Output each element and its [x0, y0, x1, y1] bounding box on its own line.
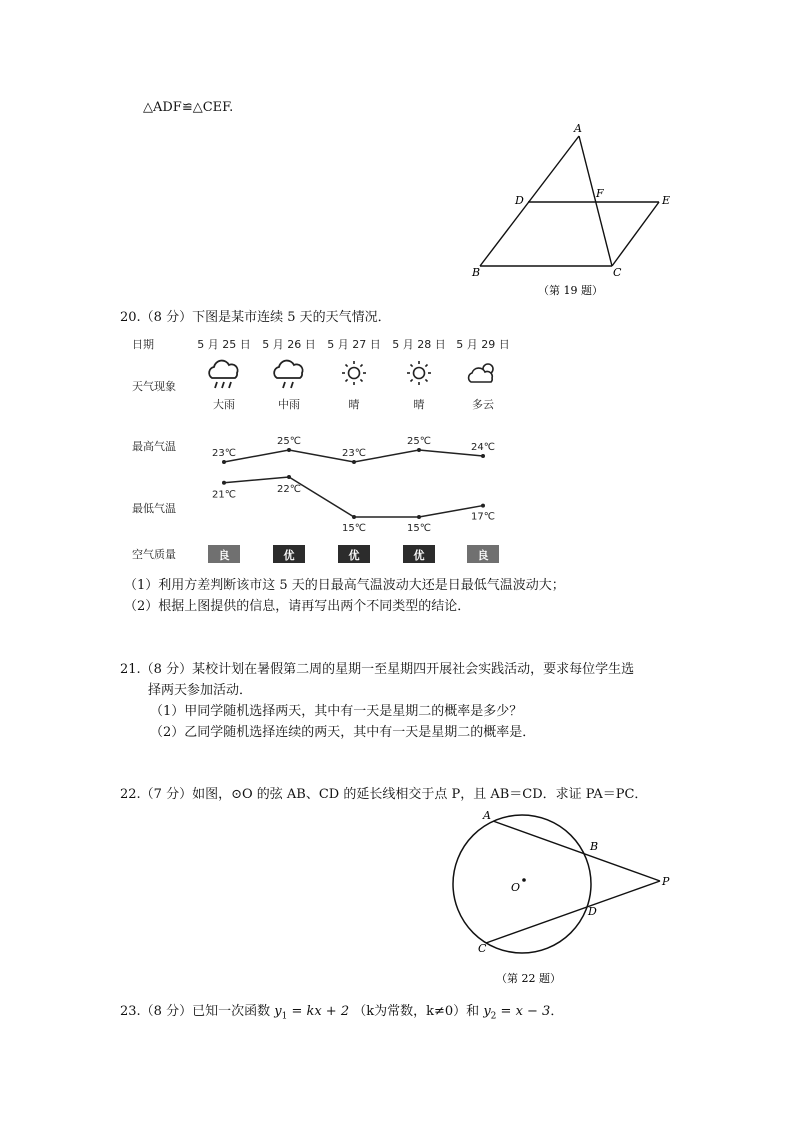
- q19-figure: [462, 118, 682, 303]
- label-C: C: [613, 266, 622, 279]
- low-temp-label-1: 21℃: [212, 489, 236, 501]
- label-C: C: [478, 942, 487, 955]
- y2-variable: y: [483, 1004, 491, 1019]
- q21-stem-line1: 21.（8 分）某校计划在暑假第二周的星期一至星期四开展社会实践活动，要求每位学生选: [120, 662, 635, 677]
- label-E: E: [662, 194, 671, 207]
- q20-part2: （2）根据上图提供的信息，请再写出两个不同类型的结论．: [124, 599, 471, 614]
- temp-point-4: [417, 515, 421, 519]
- segment-EC: [612, 202, 659, 266]
- label-B: B: [472, 266, 481, 279]
- row-label-weather: 天气现象: [132, 380, 176, 393]
- q23-prefix: 23.（8 分）已知一次函数: [120, 1004, 271, 1019]
- q22-caption: （第 22 题）: [496, 972, 561, 985]
- circle-O: [453, 815, 591, 953]
- high-temp-label-2: 25℃: [277, 436, 301, 447]
- weather-day-5: 多云: [472, 398, 494, 411]
- temp-point-2: [287, 475, 291, 479]
- label-D: D: [515, 194, 524, 207]
- q19-conclusion: △ADF≌△CEF.: [143, 100, 234, 115]
- q19-caption: （第 19 题）: [538, 284, 603, 297]
- y2-equation: = x − 3: [496, 1004, 551, 1019]
- y1-equation: = kx + 2: [287, 1004, 350, 1019]
- date-day-5: 5 月 29 日: [456, 338, 510, 351]
- air-quality-2: 优: [283, 549, 295, 562]
- row-label-date: 日期: [132, 338, 154, 351]
- date-day-4: 5 月 28 日: [392, 338, 446, 351]
- label-A: A: [574, 122, 582, 135]
- segment-AP: [493, 821, 660, 881]
- low-temp-line: [224, 477, 483, 517]
- heavy-rain-icon: [209, 361, 237, 388]
- q22-stem: 22.（7 分）如图，⊙O 的弦 AB、CD 的延长线相交于点 P，且 AB＝CD．求证 PA＝PC．: [120, 787, 648, 802]
- low-temp-label-5: 17℃: [471, 511, 495, 523]
- label-F: F: [596, 187, 604, 200]
- row-label-high: 最高气温: [132, 440, 176, 453]
- q20-stem: 20.（8 分）下图是某市连续 5 天的天气情况．: [120, 310, 391, 325]
- segment-AB: [480, 136, 579, 266]
- segment-AC: [579, 136, 612, 266]
- label-D: D: [588, 905, 597, 918]
- center-point: [522, 878, 526, 882]
- low-temp-label-3: 15℃: [342, 523, 366, 534]
- label-B: B: [590, 840, 599, 853]
- air-quality-1: 良: [218, 549, 230, 562]
- label-O: O: [511, 881, 521, 894]
- q22-figure: [448, 806, 688, 991]
- y1-subscript: 1: [281, 1011, 288, 1022]
- weather-day-2: 中雨: [278, 398, 300, 411]
- temp-point-5: [481, 454, 485, 458]
- label-P: P: [662, 875, 670, 888]
- temp-point-3: [352, 515, 356, 519]
- y1-variable: y: [274, 1004, 282, 1019]
- row-label-low: 最低气温: [132, 502, 176, 515]
- moderate-rain-icon: [274, 361, 302, 388]
- q23-end: ．: [550, 1004, 564, 1019]
- q23-paren: （k为常数，k≠0）和: [353, 1004, 480, 1019]
- air-quality-3: 优: [348, 549, 360, 562]
- temp-point-1: [222, 481, 226, 485]
- temp-point-2: [287, 448, 291, 452]
- high-temp-label-3: 23℃: [342, 448, 366, 459]
- y2-subscript: 2: [490, 1011, 497, 1022]
- sun-icon: [342, 361, 366, 385]
- q23-stem: [120, 1003, 563, 1026]
- air-quality-5: 良: [477, 549, 489, 562]
- q21-part1: （1）甲同学随机选择两天，其中有一天是星期二的概率是多少？: [150, 704, 523, 719]
- weather-day-1: 大雨: [213, 398, 235, 411]
- temp-point-4: [417, 448, 421, 452]
- q21-stem-line2: 择两天参加活动．: [148, 683, 253, 698]
- weather-day-4: 晴: [413, 398, 425, 411]
- temp-point-5: [481, 504, 485, 508]
- high-temp-label-4: 25℃: [407, 436, 431, 447]
- air-quality-4: 优: [413, 549, 425, 562]
- low-temp-label-2: 22℃: [277, 484, 301, 495]
- sun-icon: [407, 361, 431, 385]
- q21-part2: （2）乙同学随机选择连续的两天，其中有一天是星期二的概率是．: [150, 725, 536, 740]
- temp-point-1: [222, 460, 226, 464]
- row-label-air: 空气质量: [132, 548, 176, 561]
- date-day-1: 5 月 25 日: [197, 338, 251, 351]
- date-day-3: 5 月 27 日: [327, 338, 381, 351]
- label-A: A: [483, 809, 491, 822]
- q20-part1: （1）利用方差判断该市这 5 天的日最高气温波动大还是日最低气温波动大；: [124, 578, 565, 593]
- high-temp-label-1: 23℃: [212, 448, 236, 459]
- weather-day-3: 晴: [348, 398, 360, 411]
- temp-point-3: [352, 460, 356, 464]
- date-day-2: 5 月 26 日: [262, 338, 316, 351]
- cloudy-icon: [469, 364, 493, 382]
- weather-chart: [118, 332, 518, 572]
- high-temp-label-5: 24℃: [471, 442, 495, 453]
- low-temp-label-4: 15℃: [407, 523, 431, 534]
